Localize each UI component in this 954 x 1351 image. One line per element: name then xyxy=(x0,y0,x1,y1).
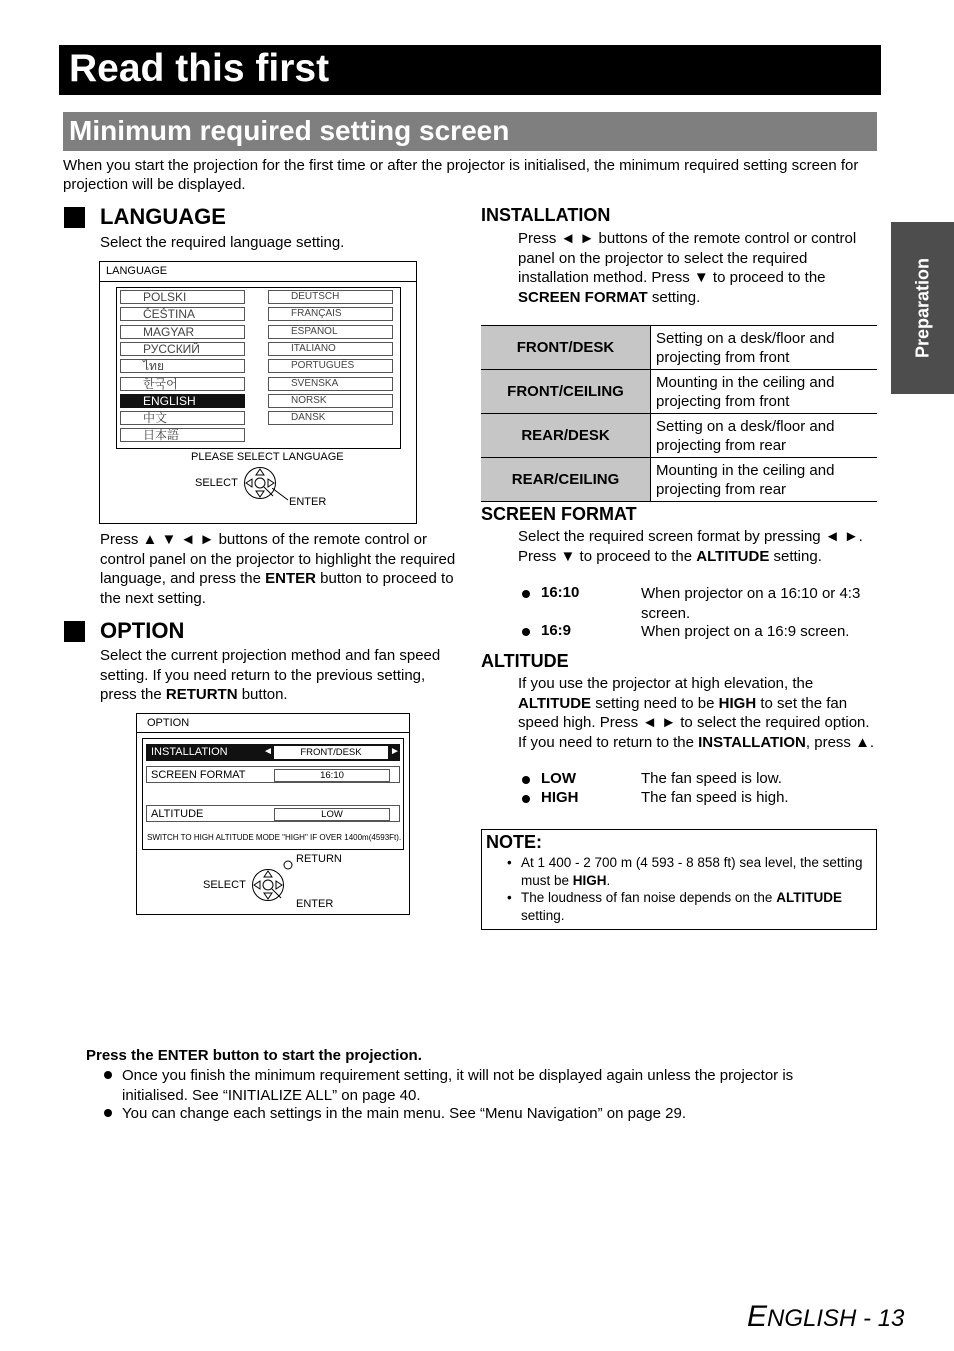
footer-item: You can change each settings in the main menu. See “Menu Navigation” on page 29. xyxy=(122,1105,686,1122)
language-screen xyxy=(99,261,417,524)
altitude-value: The fan speed is low. xyxy=(641,770,782,787)
option-row-label: ALTITUDE xyxy=(151,808,204,820)
table-row: REAR/CEILING Mounting in the ceiling and projecting from rear xyxy=(481,458,877,502)
footer-item: Once you finish the minimum requirement setting, it will not be displayed again unless the projector is initialised. See “INITIALIZE ALL” on page 40. xyxy=(122,1067,794,1104)
language-option[interactable]: 中文 xyxy=(120,411,245,425)
language-option[interactable]: 한국어 xyxy=(120,377,245,391)
section-title: Minimum required setting screen xyxy=(63,112,877,151)
altitude-key: LOW xyxy=(541,770,576,787)
enter-leader-line xyxy=(272,488,290,502)
option-heading: OPTION xyxy=(100,618,185,643)
language-screen-title: LANGUAGE xyxy=(106,265,168,277)
installation-table xyxy=(481,325,877,502)
language-option[interactable]: ENGLISH xyxy=(120,394,245,408)
option-row-label: INSTALLATION xyxy=(151,746,228,758)
language-option[interactable]: DANSK xyxy=(268,411,393,425)
bullet xyxy=(522,776,530,784)
enter-instruction: Press the ENTER button to start the projection. xyxy=(86,1047,422,1064)
language-prompt: PLEASE SELECT LANGUAGE xyxy=(191,451,344,463)
note-box xyxy=(481,829,877,930)
bullet xyxy=(522,795,530,803)
select-label: SELECT xyxy=(195,477,238,489)
altitude-key: HIGH xyxy=(541,789,579,806)
option-desc: Select the current projection method and fan speed setting. If you need return to the previous setting, press the RETURTN button. xyxy=(100,647,441,703)
language-option[interactable]: 日本語 xyxy=(120,428,245,442)
option-row-value: LOW xyxy=(274,808,390,821)
language-desc: Select the required language setting. xyxy=(100,234,345,251)
option-row-value: FRONT/DESK xyxy=(274,746,388,759)
note-item: The loudness of fan noise depends on the ALTITUDE setting. xyxy=(521,890,842,923)
side-tab-label: Preparation xyxy=(912,257,932,359)
option-row-value: 16:10 xyxy=(274,769,390,782)
language-option[interactable]: FRANÇAIS xyxy=(268,307,393,321)
enter-label: ENTER xyxy=(289,496,327,508)
screen-format-desc: Select the required screen format by pressing ◄ ►. Press ▼ to proceed to the ALTITUDE setting. xyxy=(518,528,863,565)
language-option[interactable]: ČEŠTINA xyxy=(120,307,245,321)
note-item: At 1 400 - 2 700 m (4 593 - 8 858 ft) sea level, the setting must be HIGH. xyxy=(521,855,863,888)
language-option[interactable]: MAGYAR xyxy=(120,325,245,339)
language-option[interactable]: SVENSKA xyxy=(268,377,393,391)
language-option[interactable]: ไทย xyxy=(120,359,245,373)
altitude-value: The fan speed is high. xyxy=(641,789,789,806)
format-value: When projector on a 16:10 or 4:3 screen. xyxy=(641,585,861,622)
format-key: 16:9 xyxy=(541,622,572,639)
language-option[interactable]: NORSK xyxy=(268,394,393,408)
option-row-label: SCREEN FORMAT xyxy=(151,769,246,781)
format-value: When project on a 16:9 screen. xyxy=(641,623,850,640)
installation-desc: Press ◄ ► buttons of the remote control or control panel on the projector to select the required installation method. Press ▼ to proceed to the SCREEN FORMAT setting. xyxy=(518,230,857,306)
note-heading: NOTE: xyxy=(486,832,542,852)
language-option[interactable]: ITALIANO xyxy=(268,342,393,356)
language-option[interactable]: DEUTSCH xyxy=(268,290,393,304)
language-option[interactable]: POLSKI xyxy=(120,290,245,304)
altitude-heading: ALTITUDE xyxy=(481,651,569,671)
note-bullet: • xyxy=(507,855,512,870)
language-option[interactable]: PORTUGUÊS xyxy=(268,359,393,373)
section-marker xyxy=(64,207,85,228)
format-key: 16:10 xyxy=(541,584,580,601)
section-marker xyxy=(64,621,85,642)
select-label: SELECT xyxy=(203,879,246,891)
option-screen-title: OPTION xyxy=(147,717,190,729)
installation-heading: INSTALLATION xyxy=(481,205,611,225)
enter-label: ENTER xyxy=(296,898,334,910)
page-title: Read this first xyxy=(59,45,881,95)
page-number: ENGLISH - 13 xyxy=(747,1300,905,1333)
altitude-warning: SWITCH TO HIGH ALTITUDE MODE "HIGH" IF OVER 1400m(4593Ft). xyxy=(147,833,402,842)
language-heading: LANGUAGE xyxy=(100,204,226,229)
dpad-icon xyxy=(251,868,285,902)
intro-text: When you start the projection for the first time or after the projector is initialised, the minimum required setting screen for projection will be displayed. xyxy=(63,157,859,193)
side-tab-preparation xyxy=(891,222,954,394)
arrow-right-icon: ► xyxy=(390,746,400,757)
option-screen xyxy=(136,713,410,915)
table-row: FRONT/DESK Setting on a desk/floor and projecting from front xyxy=(481,326,877,370)
language-option[interactable]: ESPAÑOL xyxy=(268,325,393,339)
altitude-desc: If you use the projector at high elevation, the ALTITUDE setting need to be HIGH to set the fan speed high. Press ◄ ► to select the required option. If you need to return to the INSTALLATION, press ▲. xyxy=(518,675,875,751)
bullet xyxy=(522,628,530,636)
language-instructions: Press ▲ ▼ ◄ ► buttons of the remote control or control panel on the projector to highlight the required language, and press the ENTER button to proceed to the next setting. xyxy=(100,531,456,607)
bullet xyxy=(104,1109,112,1117)
table-row: REAR/DESK Setting on a desk/floor and projecting from rear xyxy=(481,414,877,458)
table-row: FRONT/CEILING Mounting in the ceiling and projecting from front xyxy=(481,370,877,414)
bullet xyxy=(522,590,530,598)
note-bullet: • xyxy=(507,890,512,905)
screen-format-heading: SCREEN FORMAT xyxy=(481,504,637,524)
bullet xyxy=(104,1071,112,1079)
return-label: RETURN xyxy=(296,853,342,865)
language-option[interactable]: РУССКИЙ xyxy=(120,342,245,356)
arrow-left-icon: ◄ xyxy=(263,746,273,757)
